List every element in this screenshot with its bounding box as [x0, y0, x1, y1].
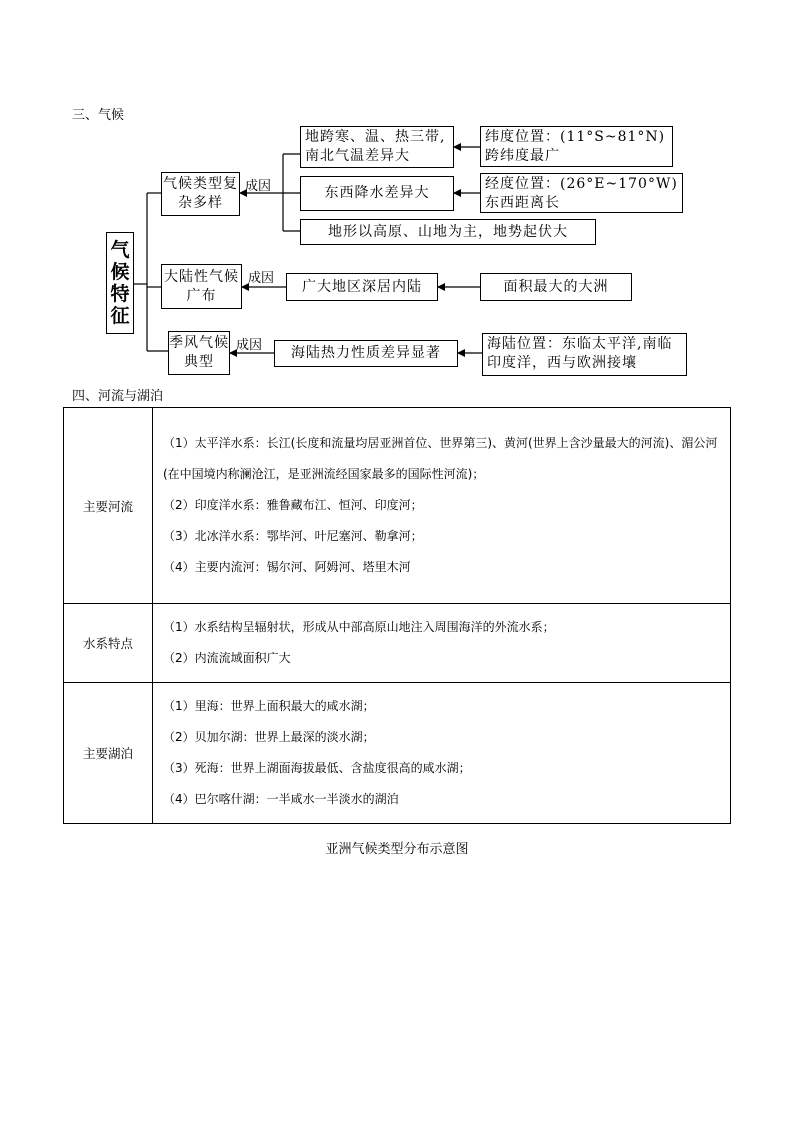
latitude-position-box — [480, 126, 673, 167]
row-content — [153, 683, 731, 824]
section3-title: 三、气候 — [72, 108, 125, 123]
cause-label-2: 成因 — [248, 271, 275, 286]
row-content — [153, 604, 731, 683]
cause-label-1: 成因 — [245, 179, 272, 194]
row-header: 主要河流 — [64, 408, 153, 604]
sea-land-thermal-text: 海陆热力性质差异显著 — [291, 345, 441, 361]
largest-continent-text: 面积最大的大洲 — [503, 278, 609, 295]
climate-features-box — [106, 232, 134, 334]
climate-features-label: 气候特征 — [110, 239, 130, 327]
largest-continent-box — [480, 273, 632, 301]
list-item: （3）北冰洋水系：鄂毕河、叶尼塞河、勒拿河； — [163, 529, 423, 543]
row-content — [153, 408, 731, 604]
sea-land-position-text: 海陆位置：东临太平洋,南临印度洋，西与欧洲接壤 — [487, 336, 673, 371]
monsoon-climate-box — [168, 331, 230, 375]
continental-climate-box — [161, 264, 242, 309]
temperature-difference-text: 地跨寒、温、热三带,南北气温差异大 — [305, 129, 446, 164]
list-item: （3）死海：世界上湖面海拔最低、含盐度很高的咸水湖； — [163, 761, 471, 775]
list-item: （4）主要内流河：锡尔河、阿姆河、塔里木河 — [163, 560, 411, 574]
table-row — [64, 683, 731, 824]
longitude-position-text: 经度位置：(26°E~170°W)东西距离长 — [485, 176, 678, 211]
rivers-lakes-table — [63, 407, 731, 824]
list-item: （1）太平洋水系：长江(长度和流量均居亚洲首位、世界第三)、黄河(世界上含沙量最大的河流)、湄公河(在中国境内称澜沧江，是亚洲流经国家最多的国际性河流)； — [163, 436, 718, 481]
list-item: （2）内流流域面积广大 — [163, 651, 291, 665]
temperature-difference-box — [300, 126, 454, 168]
precipitation-difference-box — [300, 176, 454, 211]
table-row — [64, 604, 731, 683]
list-item: （1）水系结构呈辐射状，形成从中部高原山地注入周围海洋的外流水系； — [163, 620, 555, 634]
figure-caption: 亚洲气候类型分布示意图 — [325, 842, 469, 857]
latitude-position-text: 纬度位置：(11°S~81°N)跨纬度最广 — [485, 129, 666, 164]
longitude-position-box — [480, 173, 683, 213]
cause-label-3: 成因 — [236, 338, 263, 353]
terrain-text: 地形以高原、山地为主，地势起伏大 — [328, 223, 568, 240]
inland-box — [286, 273, 438, 301]
precipitation-difference-text: 东西降水差异大 — [324, 185, 430, 201]
inland-text: 广大地区深居内陆 — [302, 278, 422, 295]
sea-land-thermal-box — [274, 340, 458, 367]
monsoon-climate-text: 季风气候典型 — [169, 335, 229, 370]
terrain-box — [300, 219, 596, 245]
climate-types-box — [161, 172, 240, 216]
climate-types-text: 气候类型复杂多样 — [163, 176, 238, 211]
continental-climate-text: 大陆性气候广布 — [164, 268, 239, 304]
sea-land-position-box — [482, 333, 687, 376]
section4-title: 四、河流与湖泊 — [72, 389, 164, 404]
list-item: （1）里海：世界上面积最大的咸水湖； — [163, 699, 375, 713]
row-header: 水系特点 — [64, 604, 153, 683]
table-row — [64, 408, 731, 604]
list-item: （4）巴尔喀什湖：一半咸水一半淡水的湖泊 — [163, 792, 399, 806]
list-item: （2）贝加尔湖：世界上最深的淡水湖； — [163, 730, 375, 744]
list-item: （2）印度洋水系：雅鲁藏布江、恒河、印度河； — [163, 498, 423, 512]
row-header: 主要湖泊 — [64, 683, 153, 824]
